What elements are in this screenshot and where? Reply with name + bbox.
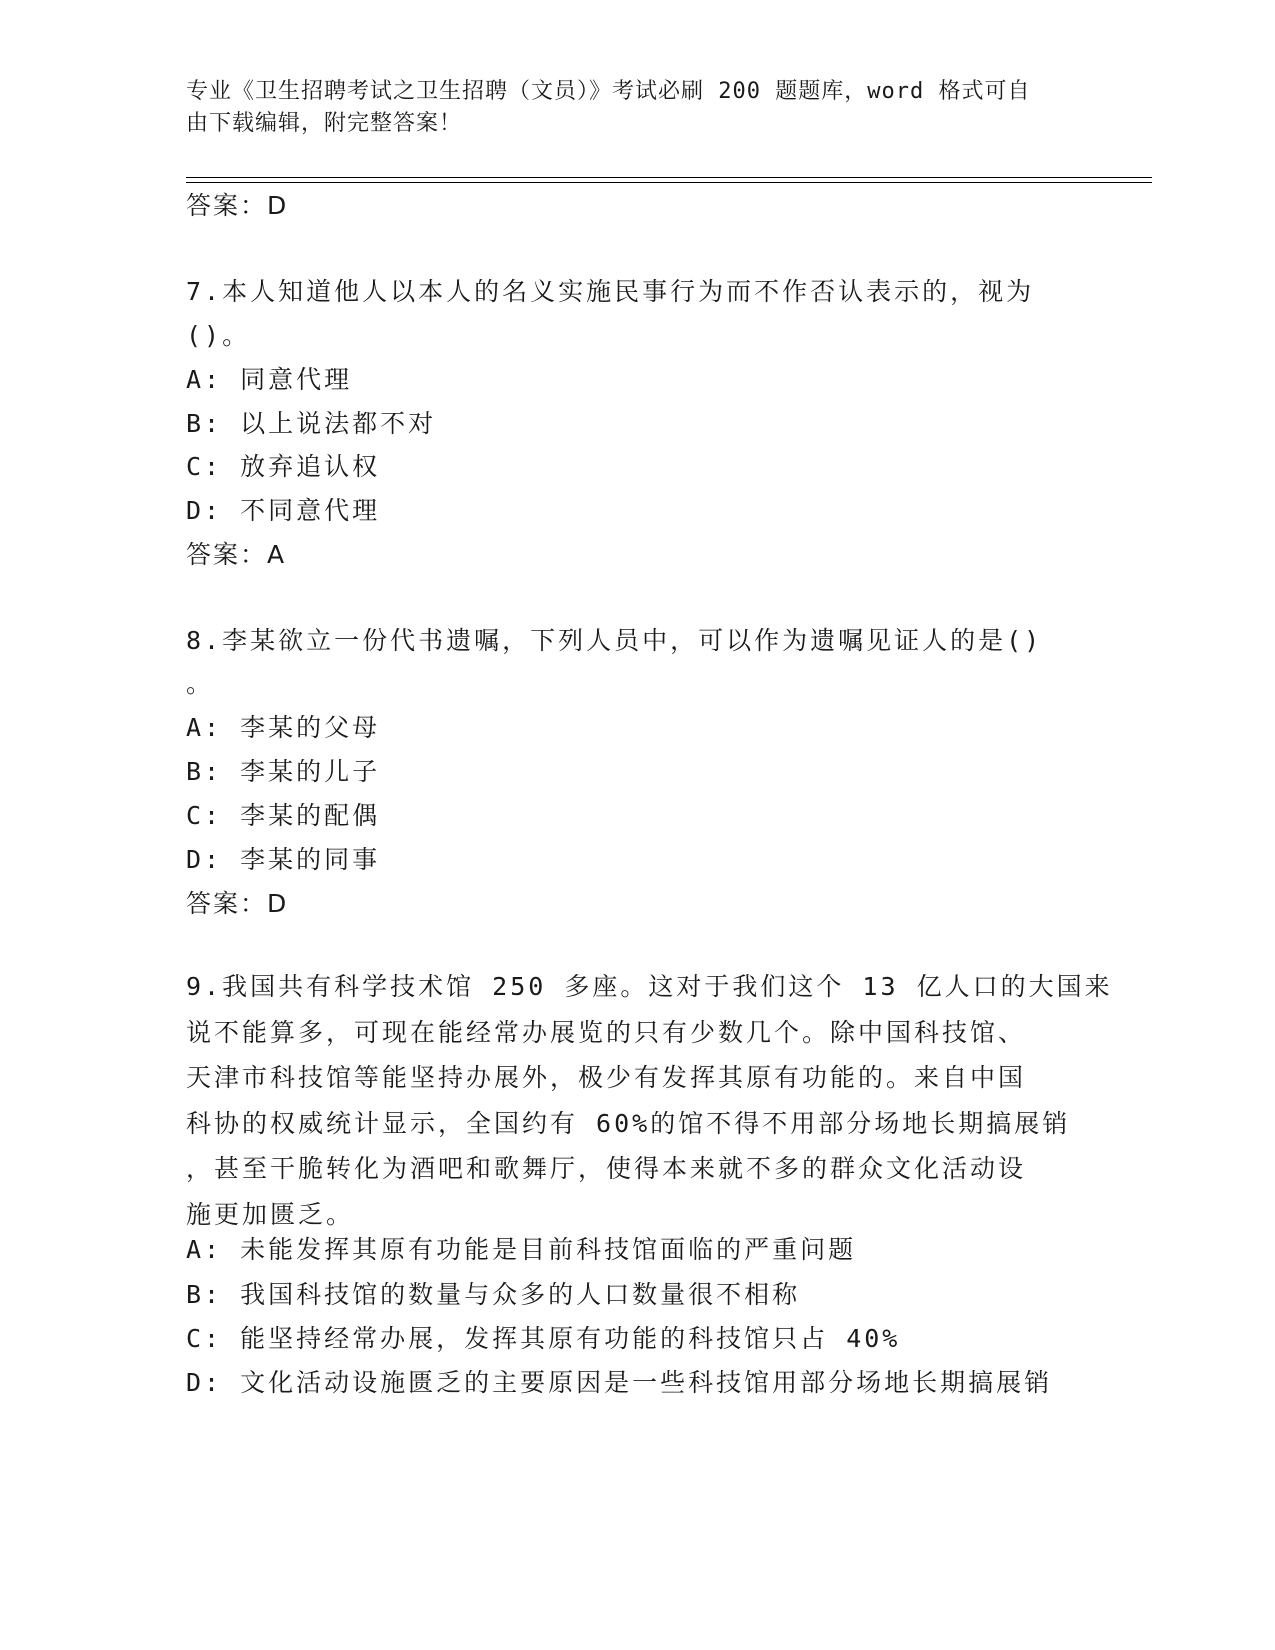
q9-option-a: A: 未能发挥其原有功能是目前科技馆面临的严重问题	[186, 1235, 857, 1264]
q8-stem-line-2: 。	[186, 669, 215, 698]
page-header	[186, 76, 1086, 140]
q9-option-d: D: 文化活动设施匮乏的主要原因是一些科技馆用部分场地长期搞展销	[186, 1368, 1053, 1397]
q7-option-c: C: 放弃追认权	[186, 452, 381, 481]
q8-answer: 答案：D	[186, 889, 289, 918]
q8-option-c: C: 李某的配偶	[186, 801, 381, 830]
q7-option-a: A: 同意代理	[186, 365, 353, 394]
header-line-1: 专业《卫生招聘考试之卫生招聘（文员）》考试必刷 200 题题库，word 格式可自	[186, 79, 1031, 104]
q8-stem-line-1: 8.李某欲立一份代书遗嘱，下列人员中，可以作为遗嘱见证人的是()	[186, 626, 1043, 655]
q8-option-d: D: 李某的同事	[186, 845, 381, 874]
q7-answer: 答案：A	[186, 540, 287, 569]
header-rule-bottom	[186, 182, 1152, 183]
q8-option-a: A: 李某的父母	[186, 713, 381, 742]
q7-option-d: D: 不同意代理	[186, 496, 381, 525]
q7-stem-line-2: ()。	[186, 321, 251, 350]
q9-stem-line-3: 天津市科技馆等能坚持办展外，极少有发挥其原有功能的。来自中国	[186, 1063, 1027, 1092]
header-line-2: 由下载编辑，附完整答案！	[186, 111, 463, 136]
q9-stem-line-4: 科协的权威统计显示，全国约有 60%的馆不得不用部分场地长期搞展销	[186, 1108, 1071, 1138]
q7-option-b: B: 以上说法都不对	[186, 409, 437, 438]
q9-stem	[186, 964, 1113, 1237]
q8-option-b: B: 李某的儿子	[186, 757, 381, 786]
q9-stem-line-1: 9.我国共有科学技术馆 250 多座。这对于我们这个 13 亿人口的大国来	[186, 972, 1113, 1001]
header-rule-top	[186, 177, 1152, 178]
q9-stem-line-2: 说不能算多，可现在能经常办展览的只有少数几个。除中国科技馆、	[186, 1017, 1027, 1047]
q9-stem-line-6: 施更加匮乏。	[186, 1199, 355, 1229]
previous-answer: 答案：D	[186, 191, 289, 220]
q9-stem-line-5: ，甚至干脆转化为酒吧和歌舞厅，使得本来就不多的群众文化活动设	[186, 1154, 1027, 1183]
q7-stem-line-1: 7.本人知道他人以本人的名义实施民事行为而不作否认表示的，视为	[186, 277, 1035, 306]
q9-option-b: B: 我国科技馆的数量与众多的人口数量很不相称	[186, 1280, 801, 1309]
q9-option-c: C: 能坚持经常办展，发挥其原有功能的科技馆只占 40%	[186, 1324, 901, 1353]
